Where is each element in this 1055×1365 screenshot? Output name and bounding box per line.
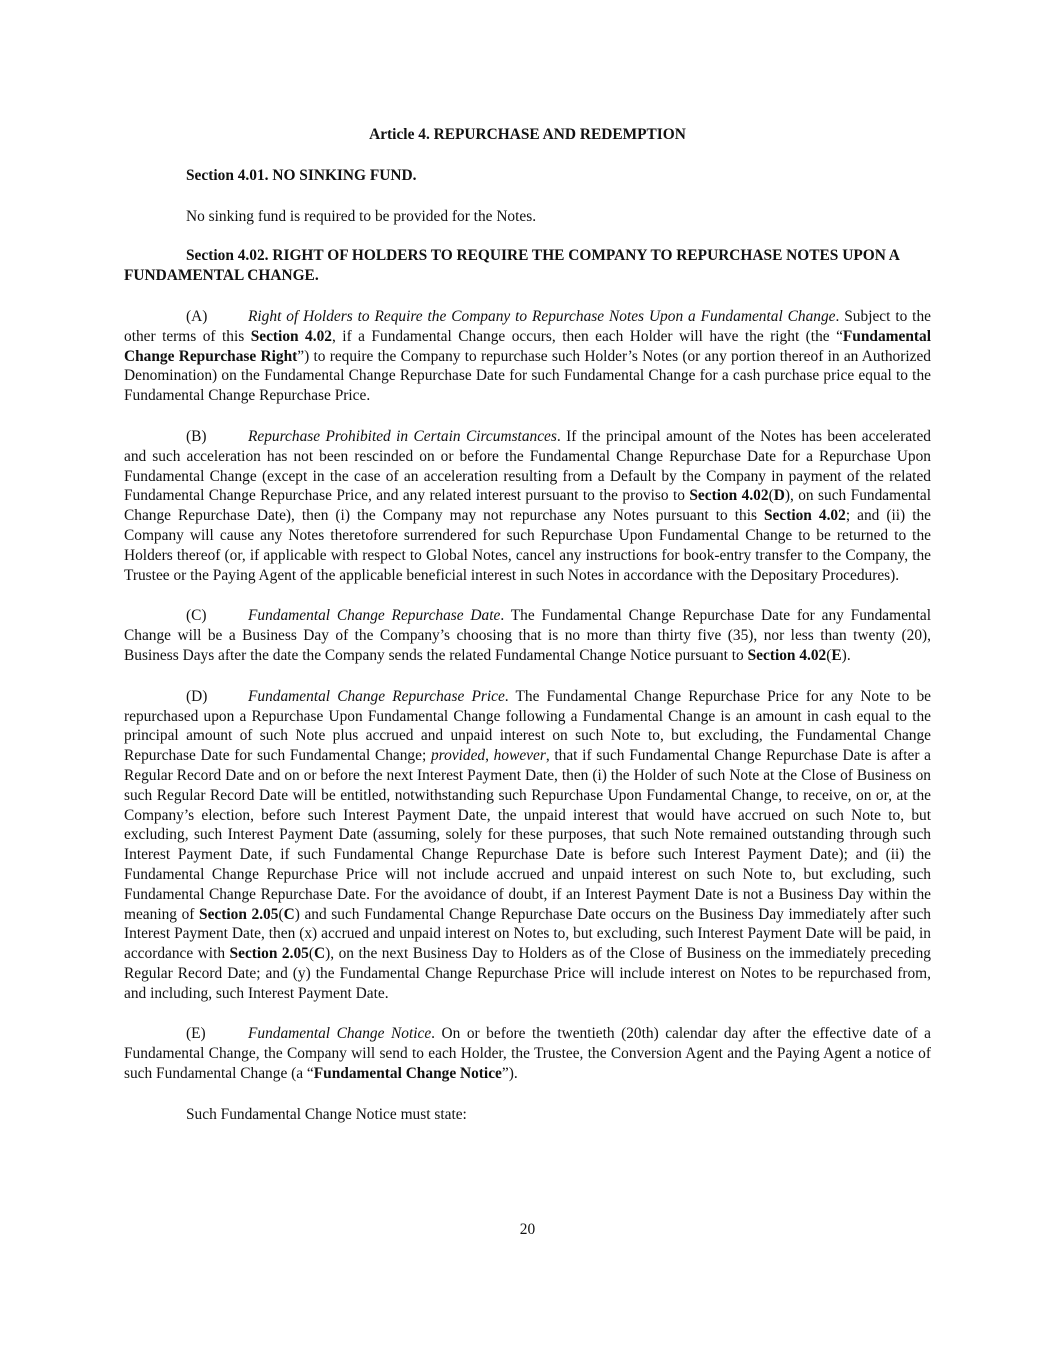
page-number: 20	[519, 1221, 536, 1238]
paragraph-d-text: and such Fundamental Change Repurchase Date occurs on the Business Day immediately after such Interest Payment Date, then (x) accrued and unpaid interest on Notes to, but excluding, such Interest Payment Date will be paid, in accordance with	[124, 905, 932, 963]
section-reference: Section 4.02	[250, 327, 332, 345]
proviso-word: however	[493, 747, 546, 765]
paragraph-d-text: . The Fundamental Change Repurchase Price for any Note to be repurchased upon a Repurchase Upon Fundamental Change following a Fundamental Change is an amount in cash equal to the principal amount of such Note plus accrued and unpaid interest on such Note to, but excluding, the Fundamental Change Repurchase Date for such Fundamental Change;	[124, 687, 932, 765]
section-4-01-heading: Section 4.01. NO SINKING FUND.	[186, 166, 417, 184]
page-body	[124, 116, 931, 1125]
section-reference-paren: (	[308, 945, 314, 963]
paragraph-e	[124, 1024, 931, 1083]
paragraph-a	[124, 307, 931, 406]
paragraph-a-text: , if a Fundamental Change occurs, then each Holder will have the right (the “	[331, 327, 843, 345]
paragraph-d-title: Fundamental Change Repurchase Price	[248, 687, 505, 705]
paragraph-d-text: ,	[485, 747, 494, 765]
section-reference-paren: )	[294, 905, 300, 923]
section-reference: Section 2.05	[229, 945, 309, 963]
paragraph-b-title: Repurchase Prohibited in Certain Circumstances	[248, 427, 557, 445]
paragraph-a-text: . Subject to the other terms of this	[124, 307, 931, 345]
proviso-word: provided	[430, 747, 486, 765]
paragraph-d-label: (D)	[186, 687, 208, 705]
paragraph-d	[124, 687, 931, 1004]
section-reference-paren: )	[841, 646, 847, 664]
article-title: Article 4. REPURCHASE AND REDEMPTION	[369, 126, 686, 143]
paragraph-c-label: (C)	[186, 607, 207, 625]
paragraph-c-text: . The Fundamental Change Repurchase Date for any Fundamental Change will be a Business Day of the Company’s choosing that is no more than thirty five (35), nor less than twenty (20), Business Days after the date the Company sends the related Fundamental Change Notice pursuant to	[124, 607, 931, 664]
paragraph-a-label: (A)	[186, 307, 208, 325]
section-reference: Section 2.05	[199, 905, 279, 923]
section-reference-paren: (	[278, 905, 284, 923]
section-reference-paren: (	[768, 487, 774, 505]
paragraph-c	[124, 606, 931, 665]
paragraph-d-text: , on the next Business Day to Holders as of the Close of Business on the immediately preceding Regular Record Date; and (y) the Fundamental Change Repurchase Price will include interest on Notes to be repurchased from, and including, such Interest Payment Date.	[124, 945, 932, 1002]
section-reference-letter: C	[314, 945, 326, 963]
section-reference: Section 4.02	[763, 507, 846, 525]
section-reference-letter: C	[283, 905, 295, 923]
section-reference: Section 4.02	[689, 487, 769, 505]
paragraph-e-label: (E)	[186, 1025, 206, 1043]
paragraph-b-label: (B)	[186, 427, 207, 445]
paragraph-a-title: Right of Holders to Require the Company to Repurchase Notes Upon a Fundamental Change	[248, 307, 836, 325]
paragraph-b-text: ; and (ii) the Company will cause any Notes theretofore surrendered for such Repurchase Upon Fundamental Change to be returned to the Holders thereof (or, if applicable with respect to Global Notes, cancel any instructions for book-entry transfer to the Company, the Trustee or the Paying Agent of the applicable beneficial interest in such Notes in accordance with the Depositary Procedures).	[124, 507, 931, 584]
section-reference-letter: D	[773, 487, 785, 505]
section-reference: Section 4.02	[747, 646, 827, 664]
section-reference-letter: E	[831, 646, 842, 664]
paragraph-c-text: .	[846, 646, 851, 664]
paragraph-b-text: . If the principal amount of the Notes has been accelerated and such acceleration has not been rescinded on or before the Fundamental Change Repurchase Date for a Repurchase Upon Fundamental Change (except in the case of an acceleration resulting from a Default by the Company in payment of the related Fundamental Change Repurchase Price, and any related interest pursuant to the proviso to	[124, 427, 931, 505]
section-reference-paren: )	[325, 945, 331, 963]
paragraph-e-text: . On or before the twentieth (20th) calendar day after the effective date of a Fundamental Change, the Company will send to each Holder, the Trustee, the Conversion Agent and the Paying Agent a notice of such Fundamental Change (a “	[124, 1025, 931, 1083]
paragraph-c-title: Fundamental Change Repurchase Date	[248, 607, 501, 625]
paragraph-b	[124, 427, 931, 585]
defined-term: Fundamental Change Notice	[313, 1065, 502, 1083]
paragraph-b-text: , on such Fundamental Change Repurchase Date), then (i) the Company may not repurchase any Notes pursuant to this	[124, 487, 931, 525]
section-4-01-text: No sinking fund is required to be provided for the Notes.	[186, 207, 537, 225]
section-reference-paren: (	[826, 646, 832, 664]
paragraph-e-title: Fundamental Change Notice	[248, 1025, 432, 1043]
paragraph-d-text: , that if such Fundamental Change Repurchase Date is after a Regular Record Date and on or before the next Interest Payment Date, then (i) the Holder of such Note at the Close of Business on such Regular Record Date will be entitled, notwithstanding such Repurchase Upon Fundamental Change, to receive, on or, at the Company’s election, before such Interest Payment Date, the unpaid interest that would have accrued on such Note to, but excluding, such Interest Payment Date (assuming, solely for these purposes, that such Note remained outstanding through such Interest Payment Date, if such Fundamental Change Repurchase Date is before such Interest Payment Date); and (ii) the Fundamental Change Repurchase Price will not include accrued and unpaid interest on such Note to, but excluding, such Fundamental Change Repurchase Date. For the avoidance of doubt, if an Interest Payment Date is not a Business Day within the meaning of	[124, 747, 932, 923]
section-reference-paren: )	[784, 487, 790, 505]
section-4-02-heading: Section 4.02. RIGHT OF HOLDERS TO REQUIRE THE COMPANY TO REPURCHASE NOTES UPON A FUNDAMENTAL CHANGE.	[124, 247, 900, 285]
defined-term: Fundamental Change Repurchase Right	[124, 327, 931, 365]
paragraph-e-text: ”).	[501, 1065, 518, 1083]
paragraph-a-text: ”) to require the Company to repurchase such Holder’s Notes (or any portion thereof in an Authorized Denomination) on the Fundamental Change Repurchase Date for such Fundamental Change for a cash purchase price equal to the Fundamental Change Repurchase Price.	[124, 347, 932, 405]
notice-intro: Such Fundamental Change Notice must state:	[186, 1105, 467, 1123]
